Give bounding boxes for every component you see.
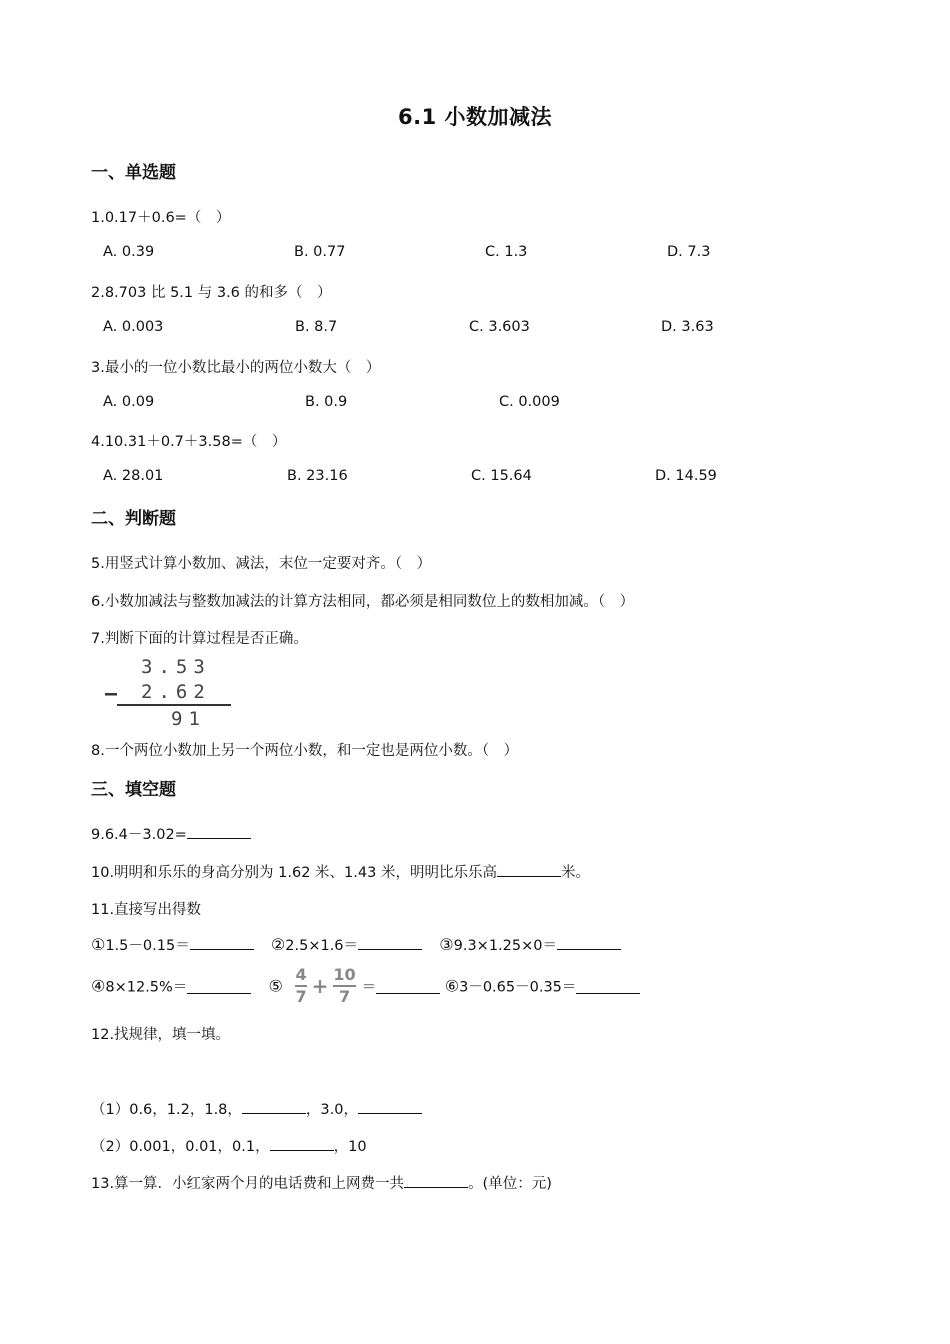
q11-blank-1[interactable] <box>190 935 254 950</box>
q13-text: 13.算一算．小红家两个月的电话费和上网费一共 <box>91 1176 405 1192</box>
fraction-1-numerator: 4 <box>295 965 307 984</box>
q11-blank-3[interactable] <box>557 935 621 950</box>
q12-part-2-text: （2）0.001，0.01，0.1， <box>91 1139 270 1155</box>
question-3: 3.最小的一位小数比最小的两位小数大（ ） <box>91 360 381 376</box>
q11-expr-6: 3－0.65－0.35＝ <box>459 979 577 996</box>
fraction-2-denominator: 7 <box>338 987 351 1006</box>
plus-sign: + <box>311 974 329 998</box>
question-9 <box>91 823 251 844</box>
q1-option-a: A. 0.39 <box>103 244 155 260</box>
question-2: 2.8.703 比 5.1 与 3.6 的和多（ ） <box>91 285 332 301</box>
q3-option-b: B. 0.9 <box>305 394 348 410</box>
calc-divider-line <box>117 704 231 706</box>
q11-equals-5: ＝ <box>361 979 377 996</box>
q11-row-1 <box>91 934 621 955</box>
q11-mark-3: ③ <box>439 935 454 954</box>
q11-expr-4: 8×12.5%＝ <box>105 979 188 996</box>
q1-option-b: B. 0.77 <box>294 244 346 260</box>
q11-expr-3: 9.3×1.25×0＝ <box>453 938 557 954</box>
q11-mark-2: ② <box>270 935 286 954</box>
fraction-1-denominator: 7 <box>295 987 307 1006</box>
q4-option-c: C. 15.64 <box>471 468 532 484</box>
section-heading-single-choice: 一、单选题 <box>91 163 176 183</box>
calc-result: 91 <box>171 708 206 730</box>
question-4: 4.10.31＋0.7＋3.58=（ ） <box>91 434 287 450</box>
section-heading-fill-in: 三、填空题 <box>91 780 176 800</box>
q2-option-a: A. 0.003 <box>103 319 164 335</box>
q12-part-1-blank-2[interactable] <box>358 1099 422 1114</box>
q4-option-b: B. 23.16 <box>287 468 348 484</box>
q11-blank-5[interactable] <box>376 979 440 994</box>
fraction-ten-sevenths <box>333 966 355 1006</box>
question-11: 11.直接写出得数 <box>91 902 202 918</box>
q1-option-c: C. 1.3 <box>485 244 528 260</box>
vertical-subtraction-figure <box>103 654 235 730</box>
q11-expr-1: 1.5－0.15＝ <box>105 938 190 954</box>
q11-mark-1: ① <box>91 935 106 954</box>
q13-suffix: 。(单位：元) <box>468 1176 552 1192</box>
q11-blank-2[interactable] <box>358 935 422 950</box>
q4-option-d: D. 14.59 <box>655 468 717 484</box>
question-13 <box>91 1172 552 1193</box>
q11-mark-4: ④ <box>91 976 106 996</box>
q12-part-1-mid: ，3.0， <box>305 1102 358 1118</box>
calc-bottom-number: 2.62 <box>141 681 211 703</box>
q11-expr-2: 2.5×1.6＝ <box>285 938 359 954</box>
q10-text: 10.明明和乐乐的身高分别为 1.62 米、1.43 米，明明比乐乐高 <box>91 865 497 881</box>
q12-part-1-text: （1）0.6，1.2，1.8， <box>91 1102 242 1118</box>
question-1: 1.0.17＋0.6=（ ） <box>91 210 231 226</box>
q12-part-2-suffix: ，10 <box>333 1139 367 1155</box>
calc-minus-sign: — <box>105 681 118 705</box>
calc-top-number: 3.53 <box>141 656 211 678</box>
q3-option-c: C. 0.009 <box>499 394 560 410</box>
q11-mark-6: ⑥ <box>444 976 460 996</box>
page-title: 6.1 小数加减法 <box>397 105 552 129</box>
q12-part-2-blank[interactable] <box>270 1136 334 1151</box>
q10-suffix: 米。 <box>560 865 590 881</box>
question-7: 7.判断下面的计算过程是否正确。 <box>91 631 308 647</box>
q13-answer-blank[interactable] <box>404 1173 468 1188</box>
q2-option-d: D. 3.63 <box>661 319 714 335</box>
q11-mark-5: ⑤ <box>268 976 283 996</box>
q9-text: 9.6.4－3.02= <box>91 827 187 843</box>
fraction-2-numerator: 10 <box>333 965 356 984</box>
question-5: 5.用竖式计算小数加、减法，末位一定要对齐。（ ） <box>91 556 432 572</box>
q2-option-c: C. 3.603 <box>469 319 530 335</box>
q4-option-a: A. 28.01 <box>103 468 164 484</box>
q12-part-2 <box>91 1135 367 1156</box>
fraction-four-sevenths <box>295 966 306 1006</box>
q11-blank-6[interactable] <box>576 979 640 994</box>
q11-row-2 <box>91 966 640 1006</box>
section-heading-true-false: 二、判断题 <box>91 509 176 529</box>
q3-option-a: A. 0.09 <box>103 394 155 410</box>
q2-option-b: B. 8.7 <box>295 319 338 335</box>
question-6: 6.小数加减法与整数加减法的计算方法相同，都必须是相同数位上的数相加减。（ ） <box>91 594 635 610</box>
q11-blank-4[interactable] <box>187 979 251 994</box>
q12-part-1-blank-1[interactable] <box>242 1099 306 1114</box>
q12-part-1 <box>91 1098 422 1119</box>
question-8: 8.一个两位小数加上另一个两位小数，和一定也是两位小数。（ ） <box>91 743 519 759</box>
question-10 <box>91 861 590 882</box>
q9-answer-blank[interactable] <box>187 824 251 839</box>
q10-answer-blank[interactable] <box>497 862 561 877</box>
q1-option-d: D. 7.3 <box>667 244 711 260</box>
question-12: 12.找规律，填一填。 <box>91 1027 231 1043</box>
